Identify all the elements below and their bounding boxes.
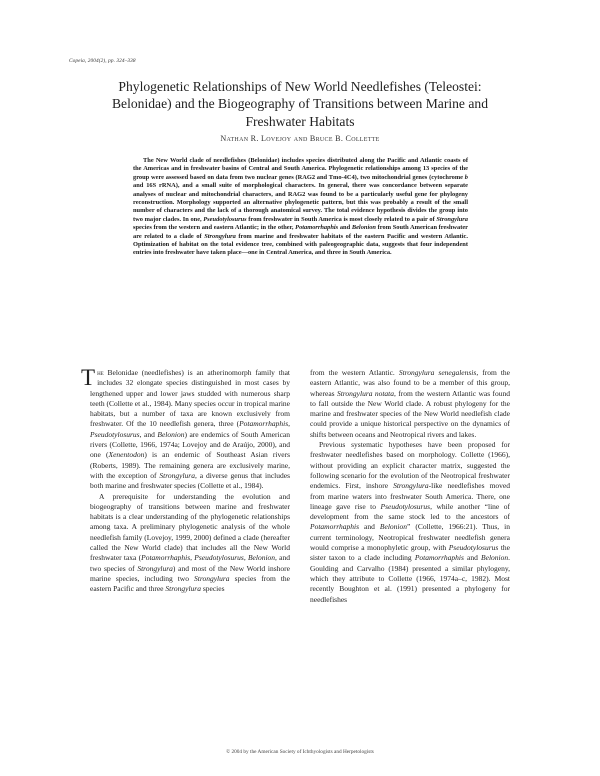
right-paragraph-2: Previous systematic hypotheses have been proposed for freshwater needlefishes based on morphology. Collette (1966), without providing an explicit character matrix, suggested the following scenario for the evolution of the Neotropical freshwater endemics. First, inshore Strongylura-like needlefishes moved from marine waters into freshwater South America. There, one lineage gave rise to Pseudotylosurus, while another “line of development from the same stock led to the ancestors of Potamorrhaphis and Belonion” (Collette, 1966:21). Thus, in current terminology, Neotropical freshwater needlefish genera would comprise a monophyletic group, with Pseudotylosurus the sister taxon to a clade including Potamorrhaphis and Belonion. Goulding and Carvalho (1984) presented a similar phylogeny, which they attribute to Collette (1966, 1974a–c, 1982). Most recently Boughton et al. (1991) presented a phylogeny for needlefishes [310,440,510,604]
journal-reference: Copeia, 2004(2), pp. 324–338 [69,58,136,64]
intro-paragraph-2: A prerequisite for understanding the evolution and biogeography of transitions between marine and freshwater habitats is a clear understanding of the phylogenetic relationships among taxa. A preliminary phylogenetic analysis of the whole needlefish family (Lovejoy, 1999, 2000) defined a clade (hereafter called the New World clade) that includes all the New World freshwater taxa (Potamorrhaphis, Pseudotylosurus, Belonion, and two species of Strongylura) and most of the New World inshore marine species, including two Strongylura species from the eastern Pacific and three Strongylura species [90,491,291,594]
author-list: Nathan R. Lovejoy and Bruce B. Collette [220,134,380,143]
title-line-3: Freshwater Habitats [245,113,355,129]
drop-cap: T [81,365,96,390]
title-line-1: Phylogenetic Relationships of New World Needlefishes (Teleostei: [118,79,482,94]
article-title [60,78,540,130]
intro-paragraph-1-text: he Belonidae (needlefishes) is an atherinomorph family that includes 32 elongate species distinguished in most cases by lengthened upper and lower jaws studded with numerous sharp teeth (Collette et al., 1984). Many species occur in tropical marine habitats, but a number of taxa are known exclusively from freshwater. Of the 10 needlefish genera, three (Potamorrhaphis, Pseudotylosurus, and Belonion) are endemics of South American rivers (Collette, 1966, 1974a; Lovejoy and de Araújo, 2000), and one (Xenentodon) is an endemic of Southeast Asian rivers (Roberts, 1989). The remaining genera are exclusively marine, with the exception of Strongylura, a diverse genus that includes both marine and freshwater species (Collette et al., 1984). [90,368,291,491]
body-column-left [81,365,291,595]
title-line-2: Belonidae) and the Biogeography of Transitions between Marine and [111,96,488,112]
intro-paragraph-1 [81,365,291,492]
abstract-text: The New World clade of needlefishes (Belonidae) includes species distributed along the Pacific and Atlantic coasts of the Americas and in freshwater basins of Central and South America. Phylogenetic relationships among 13 species of the group were assessed based on data from two nuclear genes (RAG2 and Tmo-4C4), two mitochondrial genes (cytochrome b and 16S rRNA), and a small suite of morphological characters. In general, there was concordance between separate analyses of nuclear and mitochondrial characters, and RAG2 was found to be a particularly useful gene for phylogeny reconstruction. Morphology supported an alternative phylogenetic pattern, but this was probably a result of the small number of characters and the lack of a thorough anatomical survey. The total evidence hypothesis divides the group into two major clades. In one, Pseudotylosurus from freshwater in South America is most closely related to a pair of Strongylura species from the western and eastern Atlantic; in the other, Potamorrhaphis and Belonion from South American freshwater are related to a clade of Strongylura from marine and freshwater habitats of the eastern Pacific and western Atlantic. Optimization of habitat on the total evidence tree, combined with paleogeographic data, suggests that four independent entries into freshwater have taken place—one in Central America, and three in South America. [133,157,469,257]
abstract [133,157,468,258]
body-column-right [310,368,510,605]
copyright-footer: © 2004 by the American Society of Ichthyologists and Herpetologists [226,749,374,755]
right-paragraph-1: from the western Atlantic. Strongylura senegalensis, from the eastern Atlantic, was also found to be a member of this group, whereas Strongylura notata, from the western Atlantic was found to fall outside the New World clade. A robust phylogeny for the marine and freshwater species of the New World needlefish clade could provide a unique historical perspective on the dynamics of shifts between oceans and Neotropical rivers and lakes. [310,368,510,439]
